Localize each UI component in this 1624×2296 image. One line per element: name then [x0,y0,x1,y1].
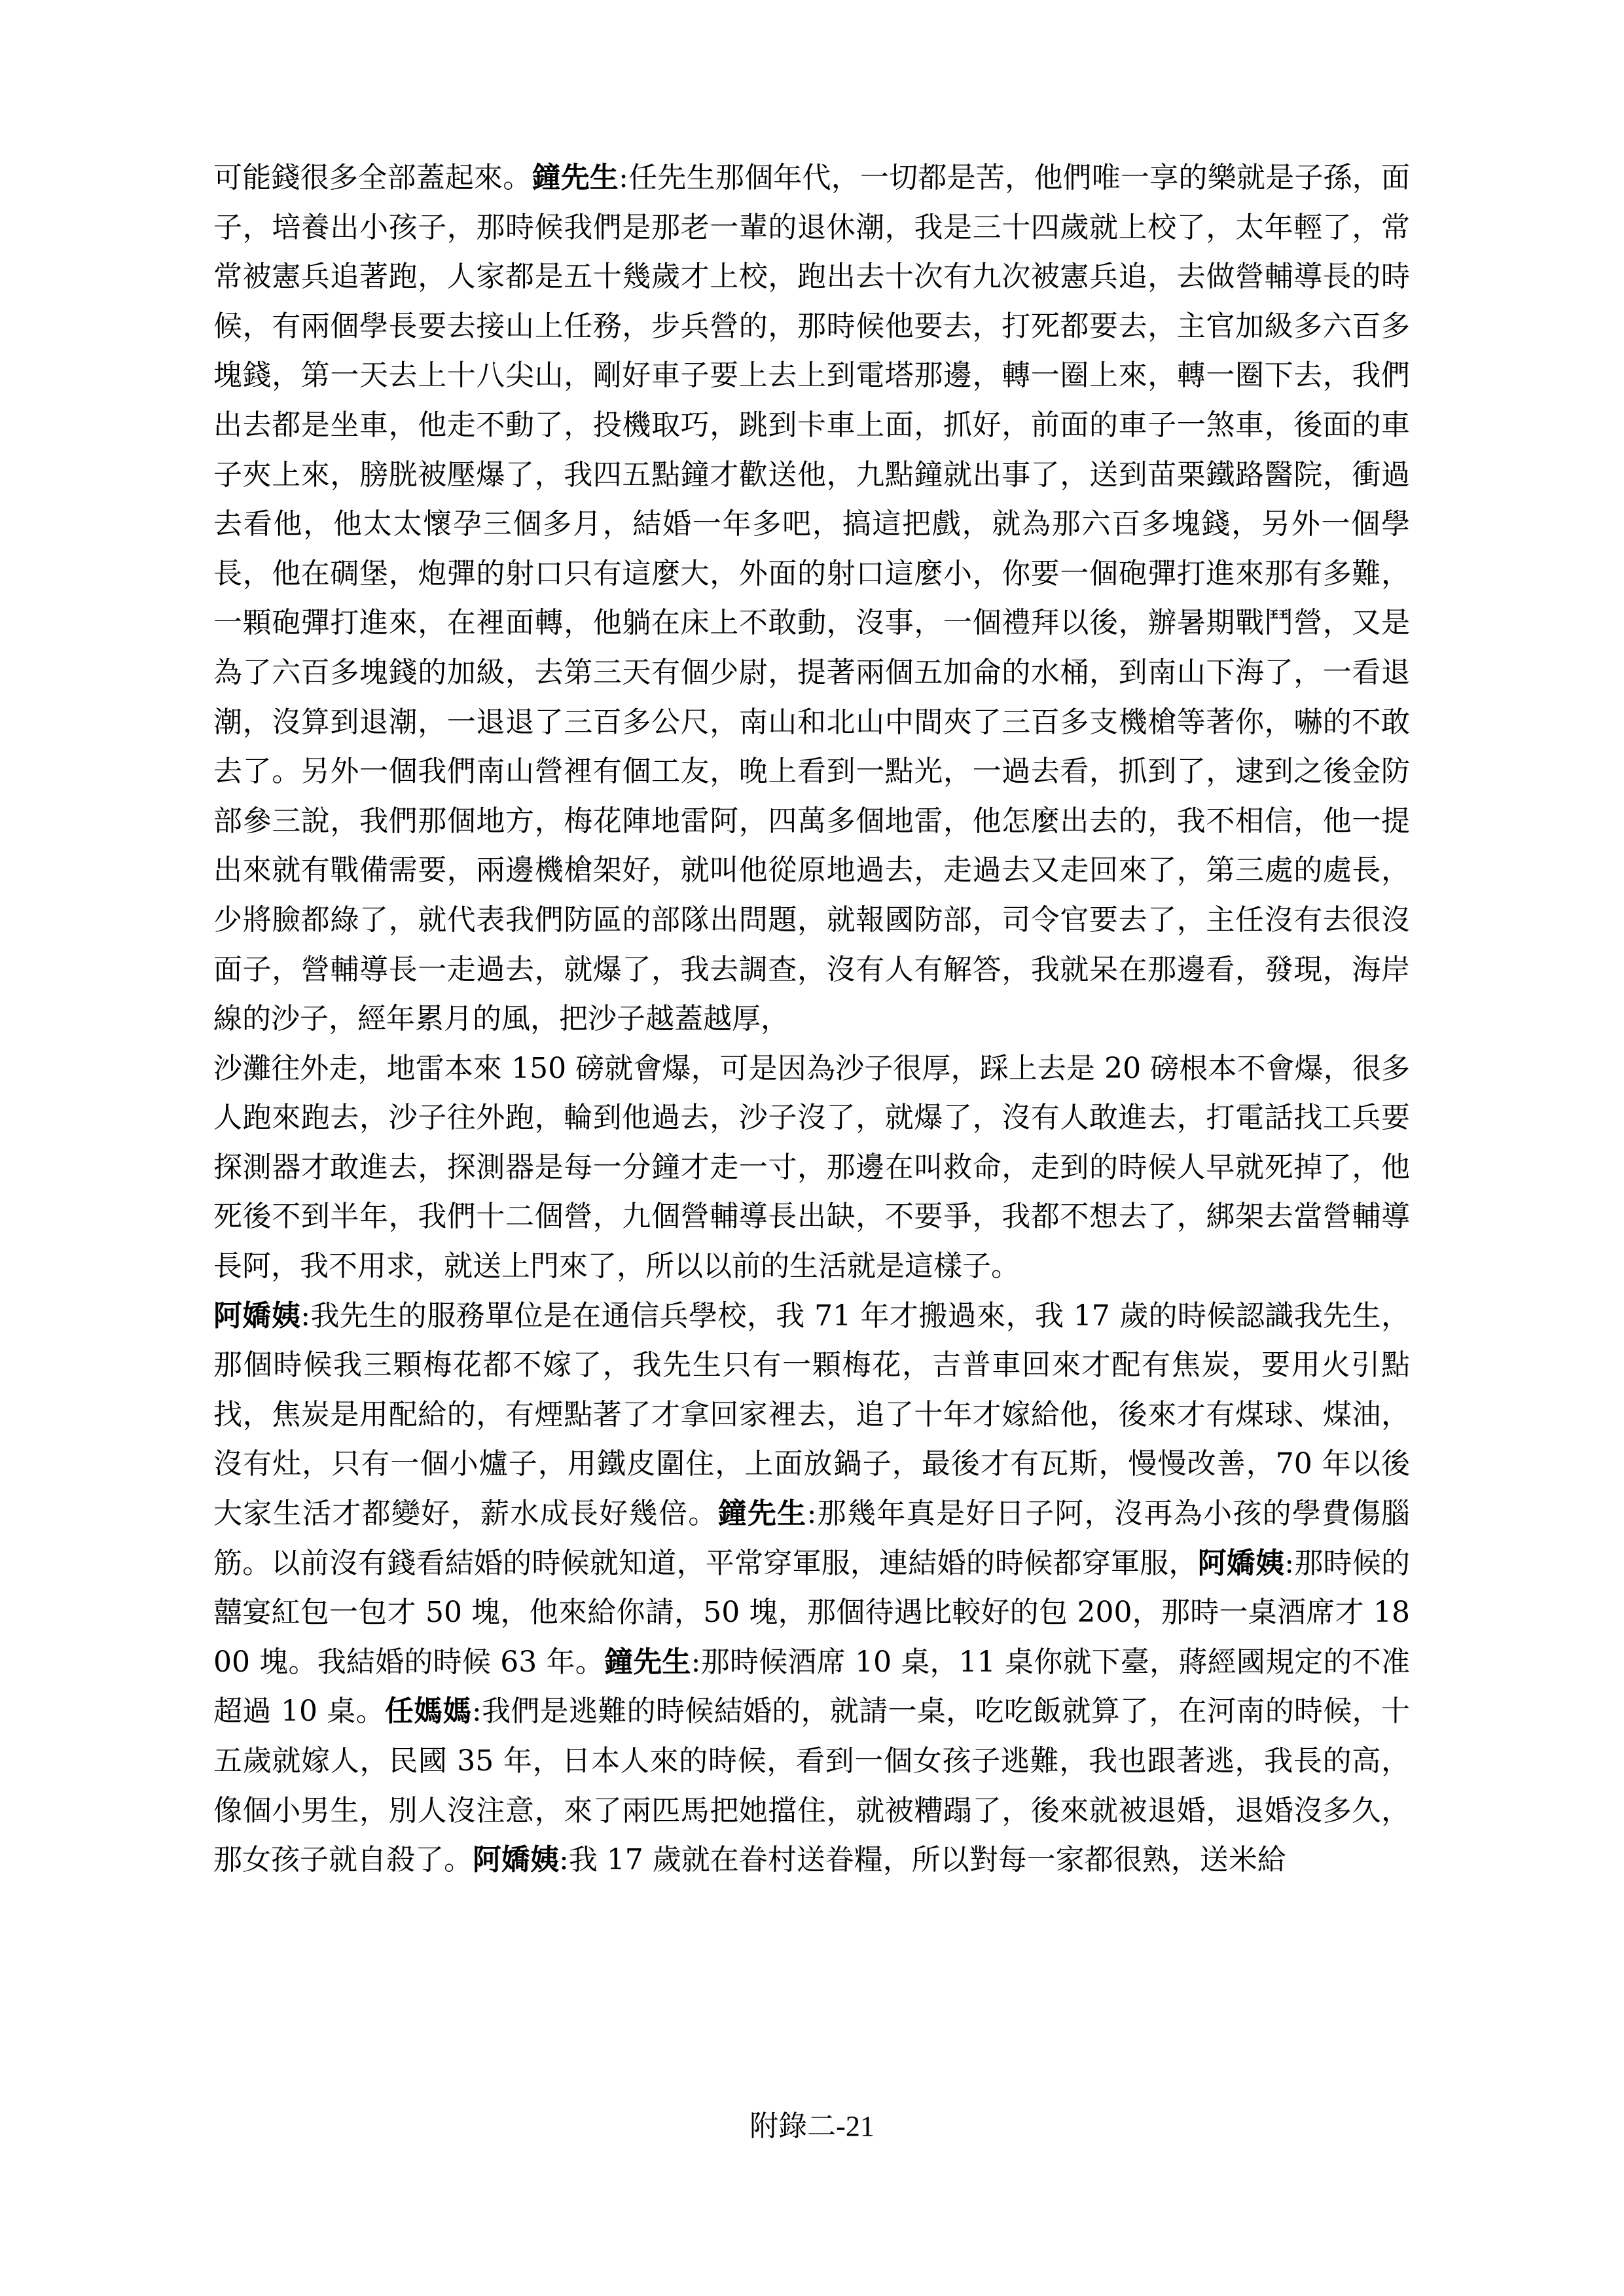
speaker-name: 鐘先生 [532,161,619,194]
paragraph [213,1044,1410,1291]
dialogue-text: :任先生那個年代，一切都是苦，他們唯一享的樂就是子孫，面子，培養出小孩子，那時候我們是那老一輩的退休潮，我是三十四歲就上校了，太年輕了，常常被憲兵追著跑，人家都是五十幾歲才上校，跑出去十次有九次被憲兵追，去做營輔導長的時候，有兩個學長要去接山上任務，步兵營的，那時候他要去，打死都要去，主官加級多六百多塊錢，第一天去上十八尖山，剛好車子要上去上到電塔那邊，轉一圈上來，轉一圈下去，我們出去都是坐車，他走不動了，投機取巧，跳到卡車上面，抓好，前面的車子一煞車，後面的車子夾上來，膀胱被壓爆了，我四五點鐘才歡送他，九點鐘就出事了，送到苗栗鐵路醫院，衝過去看他，他太太懷孕三個多月，結婚一年多吧，搞這把戲，就為那六百多塊錢，另外一個學長，他在碉堡，炮彈的射口只有這麼大，外面的射口這麼小，你要一個砲彈打進來那有多難，一顆砲彈打進來，在裡面轉，他躺在床上不敢動，沒事，一個禮拜以後，辦暑期戰鬥營，又是為了六百多塊錢的加級，去第三天有個少尉，提著兩個五加侖的水桶，到南山下海了，一看退潮，沒算到退潮，一退退了三百多公尺，南山和北山中間夾了三百多支機槍等著你，嚇的不敢去了。另外一個我們南山營裡有個工友，晚上看到一點光，一過去看，抓到了，逮到之後金防部參三說，我們那個地方，梅花陣地雷阿，四萬多個地雷，他怎麼出去的，我不相信，他一提出來就有戰備需要，兩邊機槍架好，就叫他從原地過去，走過去又走回來了，第三處的處長，少將臉都綠了，就代表我們防區的部隊出問題，就報國防部，司令官要去了，主任沒有去很沒面子，營輔導長一走過去，就爆了，我去調查，沒有人有解答，我就呆在那邊看，發現，海岸線的沙子，經年累月的風，把沙子越蓋越厚， [213,161,1411,1036]
dialogue-text: :那時候的囍宴紅包一包才 50 塊，他來給你請，50 塊，那個待遇比較好的包 200，那時一桌酒席才 1800 塊。我結婚的時候 63 年。 [213,1546,1411,1679]
speaker-name: 任媽媽 [384,1695,472,1729]
paragraph [213,1291,1410,1885]
dialogue-text: :那幾年真是好日子阿，沒再為小孩的學費傷腦筋。以前沒有錢看結婚的時候就知道，平常穿軍服，連結婚的時候都穿軍服， [213,1497,1411,1580]
dialogue-text: 可能錢很多全部蓋起來。 [213,161,532,194]
dialogue-text: 沙灘往外走，地雷本來 150 磅就會爆，可是因為沙子很厚，踩上去是 20 磅根本不會爆，很多人跑來跑去，沙子往外跑，輪到他過去，沙子沒了，就爆了，沒有人敢進去，打電話找工兵要探測器才敢進去，探測器是每一分鐘才走一寸，那邊在叫救命，走到的時候人早就死掉了，他死後不到半年，我們十二個營，九個營輔導長出缺，不要爭，我都不想去了，綁架去當營輔導長阿，我不用求，就送上門來了，所以以前的生活就是這樣子。 [213,1051,1410,1283]
dialogue-text: :我們是逃難的時候結婚的，就請一桌，吃吃飯就算了，在河南的時候，十五歲就嫁人，民國 35 年，日本人來的時候，看到一個女孩子逃難，我也跟著逃，我長的高，像個小男生，別人沒注意，來了兩匹馬把她擋住，就被糟蹋了，後來就被退婚，退婚沒多久，那女孩子就自殺了。 [213,1695,1411,1877]
speaker-name: 鐘先生 [604,1645,691,1679]
dialogue-text: :我先生的服務單位是在通信兵學校，我 71 年才搬過來，我 17 歲的時候認識我先生，那個時候我三顆梅花都不嫁了，我先生只有一顆梅花，吉普車回來才配有焦炭，要用火引點找，焦炭是用配給的，有煙點著了才拿回家裡去，追了十年才嫁給他，後來才有煤球、煤油，沒有灶，只有一個小爐子，用鐵皮圍住，上面放鍋子，最後才有瓦斯，慢慢改善，70 年以後大家生活才都變好，薪水成長好幾倍。 [213,1299,1410,1531]
page-number: 附錄二-21 [749,2110,875,2142]
dialogue-text: :我 17 歲就在眷村送眷糧，所以對每一家都很熟，送米給 [559,1843,1286,1877]
speaker-name: 阿嬌姨 [1197,1546,1285,1580]
body-text [213,153,1410,1885]
speaker-name: 阿嬌姨 [213,1299,301,1333]
paragraph [213,153,1410,1044]
speaker-name: 鐘先生 [717,1497,807,1531]
speaker-name: 阿嬌姨 [473,1843,559,1877]
dialogue-text: :那時候酒席 10 桌，11 桌你就下臺，蔣經國規定的不准超過 10 桌。 [213,1645,1411,1729]
